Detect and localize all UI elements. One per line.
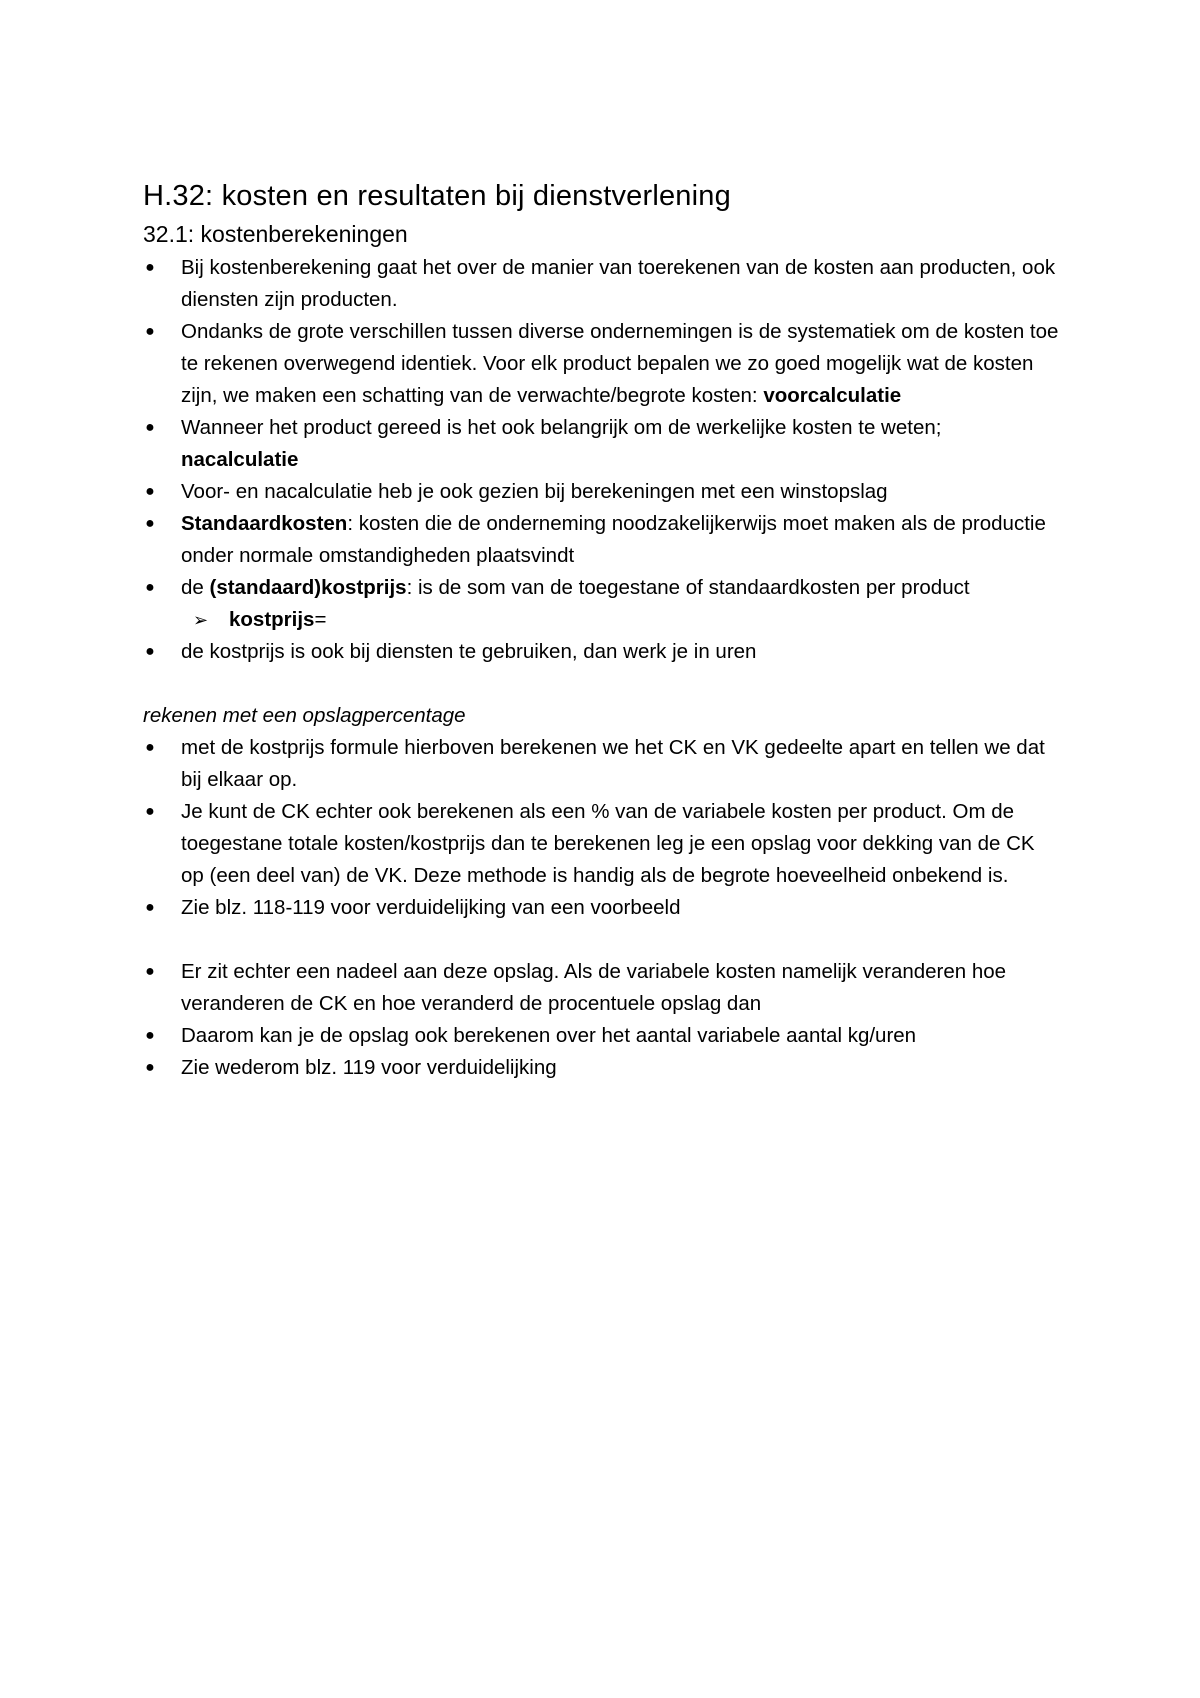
term-standaardkosten: Standaardkosten (181, 512, 348, 535)
term-voorcalculatie: voorcalculatie (763, 384, 902, 407)
list-item-text: Daarom kan je de opslag ook berekenen over het aantal variabele aantal kg/uren (181, 1024, 917, 1047)
sub-list-item-text: = (314, 608, 327, 631)
list-item-text: Ondanks de grote verschillen tussen diverse ondernemingen is de systematiek om de kosten toe te rekenen overwegend identiek. Voor elk product bepalen we zo goed mogelijk wat de kosten zijn, we maken een schatting van de verwachte/begrote kosten: (181, 320, 1059, 407)
spacer (143, 668, 1063, 700)
list-item (143, 252, 1063, 316)
list-item (143, 732, 1063, 796)
term-standaard-kostprijs: (standaard)kostprijs (209, 576, 407, 599)
list-item (143, 508, 1063, 572)
list-item (143, 796, 1063, 892)
term-nacalculatie: nacalculatie (181, 448, 299, 471)
list-item (143, 892, 1063, 924)
section-title: 32.1: kostenberekeningen (143, 221, 408, 247)
bullet-list-kostprijs-uren (143, 636, 1063, 668)
list-item (143, 476, 1063, 508)
sub-list-item (143, 604, 1063, 636)
bullet-icon: ● (145, 323, 155, 340)
list-item-text: Zie blz. 118-119 voor verduidelijking van een voorbeeld (181, 896, 681, 919)
list-item-prefix: de (181, 576, 210, 599)
list-item (143, 956, 1063, 1020)
page-title: H.32: kosten en resultaten bij dienstverlening (143, 180, 731, 212)
spacer (143, 924, 1063, 956)
bullet-icon: ● (145, 259, 155, 276)
bullet-icon: ● (145, 1027, 155, 1044)
list-item-text: met de kostprijs formule hierboven berekenen we het CK en VK gedeelte apart en tellen we dat bij elkaar op. (181, 736, 1045, 791)
list-item-text: Wanneer het product gereed is het ook belangrijk om de werkelijke kosten te weten; (181, 416, 942, 439)
list-item-text: Voor- en nacalculatie heb je ook gezien bij berekeningen met een winstopslag (181, 480, 888, 503)
list-item-text: : is de som van de toegestane of standaardkosten per product (406, 576, 970, 599)
bullet-list-kostenberekeningen (143, 252, 1063, 604)
list-item (143, 1020, 1063, 1052)
list-item-text: de kostprijs is ook bij diensten te gebruiken, dan werk je in uren (181, 640, 757, 663)
bullet-icon: ● (145, 963, 155, 980)
bullet-list-opslagpercentage (143, 732, 1063, 924)
bullet-icon: ● (145, 419, 155, 436)
bullet-list-nadeel (143, 956, 1063, 1084)
list-item (143, 412, 1063, 476)
arrow-bullet-icon: ➢ (193, 610, 209, 630)
term-kostprijs: kostprijs (229, 608, 315, 631)
list-item (143, 1052, 1063, 1084)
bullet-icon: ● (145, 483, 155, 500)
bullet-icon: ● (145, 579, 155, 596)
list-item-text: Je kunt de CK echter ook berekenen als een % van de variabele kosten per product. Om de toegestane totale kosten/kostprijs dan te berekenen leg je een opslag voor dekking van de CK op (een deel van) de VK. Deze methode is handig als de begrote hoeveelheid onbekend is. (181, 800, 1035, 887)
bullet-icon: ● (145, 1059, 155, 1076)
sub-bullet-list (143, 604, 1063, 636)
list-item (143, 572, 1063, 604)
bullet-icon: ● (145, 899, 155, 916)
bullet-icon: ● (145, 739, 155, 756)
subsection-title: rekenen met een opslagpercentage (143, 704, 466, 727)
bullet-icon: ● (145, 803, 155, 820)
document-content (143, 176, 1063, 1084)
list-item-text: Zie wederom blz. 119 voor verduidelijking (181, 1056, 557, 1079)
list-item (143, 316, 1063, 412)
list-item-text: : kosten die de onderneming noodzakelijkerwijs moet maken als de productie onder normale omstandigheden plaatsvindt (181, 512, 1046, 567)
bullet-icon: ● (145, 515, 155, 532)
bullet-icon: ● (145, 643, 155, 660)
list-item-text: Bij kostenberekening gaat het over de manier van toerekenen van de kosten aan producten, ook diensten zijn producten. (181, 256, 1056, 311)
list-item-text: Er zit echter een nadeel aan deze opslag. Als de variabele kosten namelijk veranderen hoe veranderen de CK en hoe veranderd de procentuele opslag dan (181, 960, 1007, 1015)
list-item (143, 636, 1063, 668)
